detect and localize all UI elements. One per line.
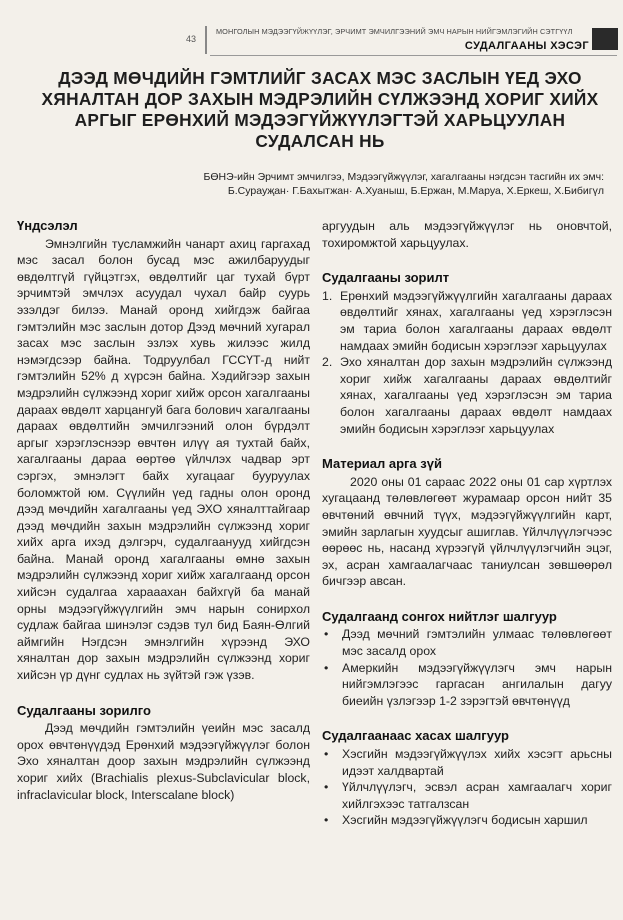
list-item: 2. Эхо хяналтан дор захын мэдрэлийн сүлжээнд хориг хийж хагалгааны дараах өвдөлтийг хянах, хагалгааны үед хэрэглэсэн эм тариа болон хагалгааны дараах өвдөлт намдаах эмийн бодисын хэрэглээг харьцуулах xyxy=(322,355,612,436)
authors: Б.Сурауҗан· Г.Бахытжан· А.Хуаныш, Б.Ержан, М.Маруа, Х.Еркеш, Х.Бибигүл xyxy=(227,185,604,197)
author-block xyxy=(96,170,604,198)
article-title: ДЭЭД МӨЧДИЙН ГЭМТЛИЙГ ЗАСАХ МЭС ЗАСЛЫН ҮЕД ЭХО ХЯНАЛТАН ДОР ЗАХЫН МЭДРЭЛИЙН СҮЛЖЭЭНД ХОРИГ ХИЙХ АРГЫГ ЕРӨНХИЙ МЭДЭЭГҮЙЖҮҮЛЭГТЭЙ ХАРЬЦУУЛАН СУДАЛСАН НЬ xyxy=(41,68,599,151)
exclusion-heading: Судалгаанаас хасах шалгуур xyxy=(322,728,509,744)
left-column xyxy=(17,218,310,803)
affiliation: БӨНЭ-ийн Эрчимт эмчилгээ, Мэдээгүйжүүлэг, хагалгааны нэгдсэн тасгийн их эмч: xyxy=(203,171,604,183)
goal-list xyxy=(322,288,612,437)
section-label: СУДАЛГААНЫ ХЭСЭГ xyxy=(464,40,589,52)
inclusion-heading: Судалгаанд сонгох нийтлэг шалгуур xyxy=(322,608,557,624)
aim-heading: Судалгааны зорилго xyxy=(17,702,151,718)
goal-heading: Судалгааны зорилт xyxy=(322,270,450,286)
header-rule xyxy=(210,55,617,56)
inclusion-list xyxy=(322,626,612,709)
section-tab-marker xyxy=(592,28,618,50)
right-column xyxy=(322,218,612,829)
list-item: • Амеркийн мэдээгүйжүүлэгч эмч нарын нийгэмлэгээс гаргасан ангилалын дагуу биеийн үзлэгээр 1-2 зэрэгтэй өвчтөнүүд xyxy=(324,660,612,708)
list-item: • Хэсгийн мэдээгүйжүүлэгч бодисын харшил xyxy=(324,813,588,828)
list-item: 1. Ерөнхий мэдээгүйжүүлгийн хагалгааны дараах өвдөлтийг хянах, хагалгааны үед хэрэглэсэн эм тариа болон хагалгааны дараах өвдөлт намдаах эмийн бодисын хэрэглээг харьцуулах xyxy=(322,288,612,353)
journal-title: МОНГОЛЫН МЭДЭЭГҮЙЖҮҮЛЭГ, ЭРЧИМТ ЭМЧИЛГЭЭНИЙ ЭМЧ НАРЫН НИЙГЭМЛЭГИЙН СЭТГҮҮЛ xyxy=(216,27,573,36)
exclusion-list xyxy=(322,746,612,829)
page-header xyxy=(0,0,623,58)
aim-paragraph: Дээд мөчдийн гэмтэлийн үеийн мэс засалд орох өвчтөнүүдэд Ерөнхий мэдээгүйжүүлэг болон Эхо хяналтан доор захын мэдрэлийн сүлжээнд хориг хийх (Brachialis plexus-Subclavicular block, infraclavicular block, Interscalane block) xyxy=(17,721,310,802)
intro-paragraph: Эмнэлгийн тусламжийн чанарт ахиц гаргахад мэс засал болон бусад мэс ажилбаруудыг өвдөлтгүй гүйцэтгэх, өвдөлтийг цаг тухай бүрт эрчимтэй эмчлэх асуудал чухал байр суурь эзэлдэг билээ. Манай оронд хийгдэж байгаа гэмтэлийн мэс заслын дотор Дээд мөчний хугарал засах мэс заслын эзлэх хувь жилээс жилд нэмэгдсээр байна. Тодруулбал ГССҮТ-д нийт гэмтэлийн 52% д хүрсэн байна. Хэдийгээр захын мэдрэлийн сүлжээнд хориг хийж орсон хагалгааны дараах өвдөлт харцангуй бага болович хагалгааны дараах өвдөлтийн эмчилгээний олон бүрдэлт аргыг хэрэглэснээр өвчтөн илүү ая тухтай байх, хагалгааны дараа өөртөө үйлчлэх чадвар эрт сэргэх, эмнэлэгт байх хугацааг бууруулах боломжтой юм. Сүүлийн үед гадны олон оронд дээд мөчдийн хагалгааны үед ЭХО хяналттайгаар дээд мөчдийн захын мэдрэлийн сүлжээнд хориг хийх арга ихэд дэлгэрч, судалгаанууд хийгдсэн байна. Манай оронд хагалгааны өмнө захын мэдрэлийн сүлжээнд хориг хийж хагалгаанд орсон хийсэн судалгаа харааахан байхгүй ба манай орны мэдээгүйжүүлгийн эмч нарын сонирхол судлаж байгаа шинэлэг сэдэв тул бид Баян-Өлгий аймгийн Нэгдсэн эмнэлгийн хүрээнд ЭХО хяналтан дор захын мэдрэлийн сүлжээнд хориг хийсэн үр дүнг судлах нь зүйтэй гэж үзэв. xyxy=(17,236,310,683)
list-item: • Хэсгийн мэдээгүйжүүлэх хийх хэсэгт арьсны идээт халдвартай xyxy=(324,747,612,778)
continued-paragraph: аргуудын аль мэдээгүйжүүлэг нь оновчтой, тохиромжтой харьцуулах. xyxy=(322,219,612,250)
method-paragraph: 2020 оны 01 сараас 2022 оны 01 сар хүртлэх хугацаанд төлөвлөгөөт журамаар орсон нийт 35 өвчтөний өвчний түүх, мэдээгүйжүүлгийн карт, эмийн зарлагын хуудсыг ашиглав. Үйлчлүүлэгчээс өөрөөс нь, насанд хүрээгүй үйлчлүүлэгчийн эцэг, эх, асран хамгаалагчаас таниулсан зөвшөөрөл бичгээр авсан. xyxy=(322,474,612,589)
page-number: 43 xyxy=(186,34,197,44)
header-divider xyxy=(205,26,207,54)
intro-heading: Үндсэлэл xyxy=(17,218,78,233)
list-item: • Үйлчлүүлэгч, эсвэл асран хамгаалагч хориг хийлгэхээс татгалзсан xyxy=(324,780,612,811)
list-item: • Дээд мөчний гэмтэлийн улмаас төлөвлөгөөт мэс засалд орох xyxy=(324,627,612,659)
method-heading: Материал арга зүй xyxy=(322,456,442,472)
